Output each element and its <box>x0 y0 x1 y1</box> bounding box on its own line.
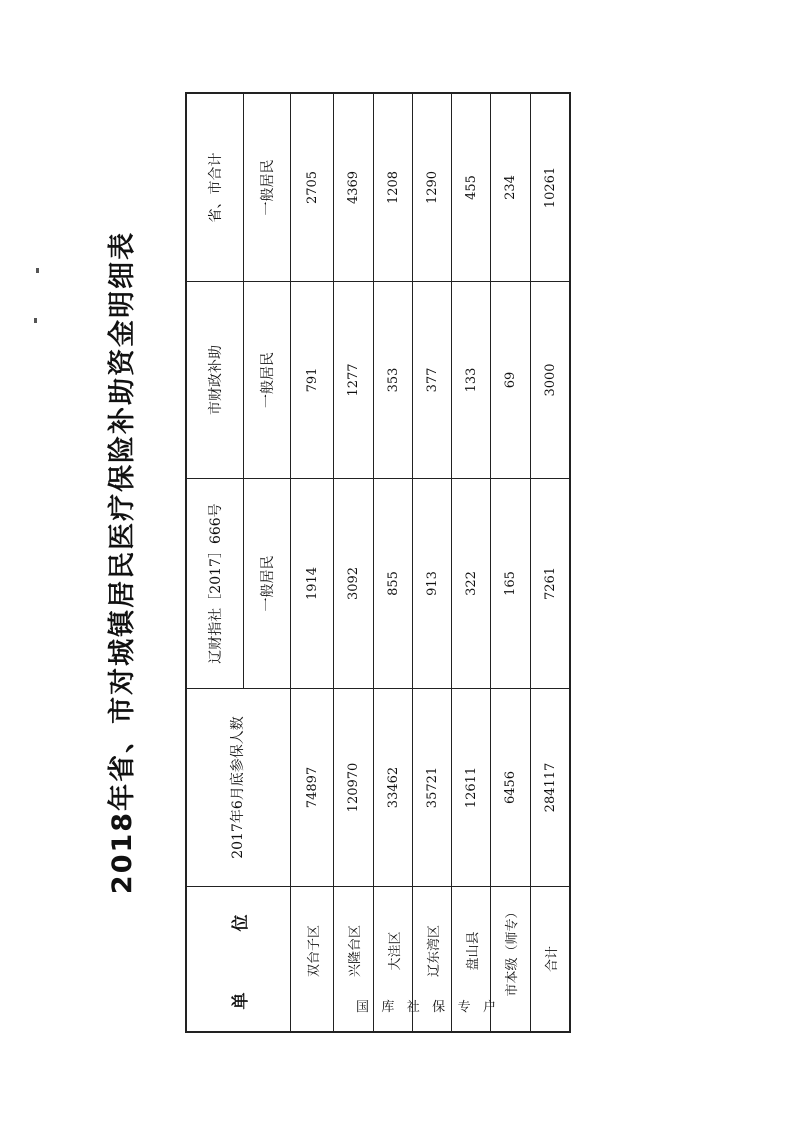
row-5-unit: 盘山县 <box>465 931 481 971</box>
row-6-provincial: 165 <box>503 571 518 596</box>
subheader-total-resident: 一般居民 <box>260 159 276 216</box>
row-2-insured: 120970 <box>346 762 361 813</box>
row-5-insured: 12611 <box>463 766 479 809</box>
row-5-provincial: 322 <box>463 571 479 596</box>
row-4-provincial: 913 <box>424 571 440 596</box>
side-label-char: 保 <box>432 1000 446 1015</box>
header-total: 省、市合计 <box>208 152 224 223</box>
subheader-provincial-resident: 一般居民 <box>260 555 276 612</box>
row-2-unit: 兴隆台区 <box>348 925 363 978</box>
side-label-char: 库 <box>381 1000 395 1015</box>
row-3-unit: 大洼区 <box>387 931 403 971</box>
sum-row-total: 10261 <box>542 166 558 209</box>
row-3-total: 1208 <box>385 170 401 205</box>
row-3-insured: 33462 <box>385 766 401 809</box>
row-1-insured: 74897 <box>304 766 320 809</box>
header-city-subsidy: 市财政补助 <box>208 345 224 415</box>
row-6-unit: 市本级（师专） <box>505 905 520 997</box>
header-insured-count: 2017年6月底参保人数 <box>230 716 246 859</box>
row-3-city: 353 <box>385 367 401 393</box>
subheader-city-resident: 一般居民 <box>260 352 276 408</box>
sum-row-insured: 284117 <box>542 762 558 813</box>
row-4-city: 377 <box>424 367 440 393</box>
row-1-city: 791 <box>304 367 320 393</box>
table-border-bottom <box>569 92 571 1033</box>
row-4-unit: 辽东湾区 <box>426 925 442 978</box>
row-1-total: 2705 <box>304 170 320 205</box>
row-4-total: 1290 <box>424 170 440 205</box>
side-label-char: 社 <box>406 1000 420 1015</box>
sum-row-unit: 合计 <box>544 946 560 973</box>
row-6-total: 234 <box>503 175 518 200</box>
document-title: 2018年省、市对城镇居民医疗保险补助资金明细表 <box>107 230 138 895</box>
row-1-unit: 双台子区 <box>306 925 322 978</box>
side-label-char: 户 <box>482 1000 496 1015</box>
row-6-insured: 6456 <box>503 770 518 805</box>
row-2-provincial: 3092 <box>346 566 361 601</box>
side-label-char: 专 <box>457 1000 471 1015</box>
header-unit: 单 位 <box>231 892 251 1010</box>
sum-row-city: 3000 <box>542 363 558 397</box>
row-4-insured: 35721 <box>424 766 440 809</box>
row-1-provincial: 1914 <box>304 566 320 601</box>
row-6-city: 69 <box>503 371 518 389</box>
row-2-city: 1277 <box>346 363 361 397</box>
header-provincial-doc: 辽财指社［2017］666号 <box>208 503 224 664</box>
sum-row-provincial: 7261 <box>542 566 558 601</box>
table-border-left <box>185 1031 571 1033</box>
row-3-provincial: 855 <box>385 571 401 596</box>
side-label-chars <box>356 1000 496 1016</box>
row-5-total: 455 <box>463 175 479 200</box>
row-2-total: 4369 <box>346 170 361 205</box>
side-label-char: 国 <box>356 1000 370 1015</box>
row-5-city: 133 <box>463 367 479 393</box>
